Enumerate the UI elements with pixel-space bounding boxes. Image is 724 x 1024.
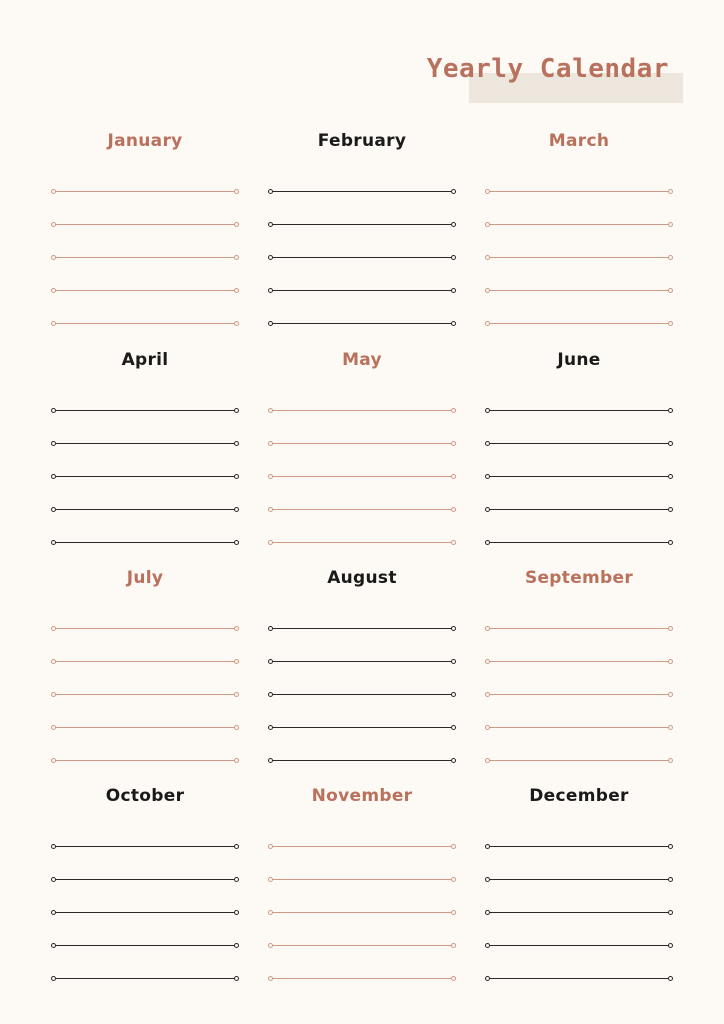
month-january: [53, 131, 237, 341]
writing-line[interactable]: [487, 443, 671, 444]
writing-line[interactable]: [487, 846, 671, 847]
writing-line[interactable]: [270, 727, 454, 728]
writing-line[interactable]: [270, 978, 454, 979]
writing-line[interactable]: [487, 191, 671, 192]
writing-line[interactable]: [487, 542, 671, 543]
month-name: February: [317, 131, 407, 151]
writing-line[interactable]: [487, 323, 671, 324]
writing-line[interactable]: [270, 290, 454, 291]
writing-line[interactable]: [53, 290, 237, 291]
month-november: [270, 786, 454, 996]
month-name: October: [105, 786, 185, 806]
month-name: August: [327, 568, 397, 588]
writing-line[interactable]: [270, 912, 454, 913]
month-march: [487, 131, 671, 341]
month-name: May: [342, 350, 382, 370]
month-august: [270, 568, 454, 778]
writing-line[interactable]: [53, 443, 237, 444]
writing-line[interactable]: [270, 224, 454, 225]
writing-line[interactable]: [487, 257, 671, 258]
month-february: [270, 131, 454, 341]
writing-line[interactable]: [270, 661, 454, 662]
month-name: March: [548, 131, 610, 151]
month-september: [487, 568, 671, 778]
writing-line[interactable]: [53, 224, 237, 225]
writing-line[interactable]: [53, 879, 237, 880]
month-july: [53, 568, 237, 778]
month-may: [270, 350, 454, 560]
writing-line[interactable]: [53, 628, 237, 629]
month-name: June: [557, 350, 601, 370]
month-name: July: [126, 568, 164, 588]
writing-line[interactable]: [487, 224, 671, 225]
month-name: April: [121, 350, 169, 370]
writing-line[interactable]: [270, 509, 454, 510]
writing-line[interactable]: [270, 191, 454, 192]
writing-line[interactable]: [53, 727, 237, 728]
writing-line[interactable]: [487, 978, 671, 979]
writing-line[interactable]: [53, 542, 237, 543]
writing-line[interactable]: [53, 323, 237, 324]
writing-line[interactable]: [53, 846, 237, 847]
writing-line[interactable]: [53, 476, 237, 477]
writing-line[interactable]: [53, 912, 237, 913]
writing-line[interactable]: [487, 410, 671, 411]
writing-line[interactable]: [487, 694, 671, 695]
writing-line[interactable]: [270, 542, 454, 543]
writing-line[interactable]: [487, 760, 671, 761]
writing-line[interactable]: [53, 978, 237, 979]
page-title: Yearly Calendar: [426, 54, 669, 84]
writing-line[interactable]: [53, 410, 237, 411]
writing-line[interactable]: [270, 846, 454, 847]
month-name: January: [107, 131, 183, 151]
month-december: [487, 786, 671, 996]
writing-line[interactable]: [53, 945, 237, 946]
writing-line[interactable]: [487, 628, 671, 629]
writing-line[interactable]: [487, 879, 671, 880]
writing-line[interactable]: [53, 694, 237, 695]
month-june: [487, 350, 671, 560]
writing-line[interactable]: [53, 760, 237, 761]
writing-line[interactable]: [487, 727, 671, 728]
writing-line[interactable]: [270, 628, 454, 629]
writing-line[interactable]: [270, 476, 454, 477]
writing-line[interactable]: [270, 323, 454, 324]
writing-line[interactable]: [53, 257, 237, 258]
month-april: [53, 350, 237, 560]
writing-line[interactable]: [487, 476, 671, 477]
writing-line[interactable]: [270, 945, 454, 946]
writing-line[interactable]: [53, 661, 237, 662]
writing-line[interactable]: [270, 443, 454, 444]
writing-line[interactable]: [270, 760, 454, 761]
writing-line[interactable]: [270, 694, 454, 695]
writing-line[interactable]: [270, 257, 454, 258]
writing-line[interactable]: [487, 290, 671, 291]
writing-line[interactable]: [487, 945, 671, 946]
writing-line[interactable]: [53, 509, 237, 510]
month-october: [53, 786, 237, 996]
writing-line[interactable]: [487, 912, 671, 913]
writing-line[interactable]: [270, 879, 454, 880]
month-name: November: [311, 786, 413, 806]
writing-line[interactable]: [487, 661, 671, 662]
writing-line[interactable]: [487, 509, 671, 510]
writing-line[interactable]: [270, 410, 454, 411]
month-name: September: [524, 568, 634, 588]
month-name: December: [529, 786, 629, 806]
writing-line[interactable]: [53, 191, 237, 192]
